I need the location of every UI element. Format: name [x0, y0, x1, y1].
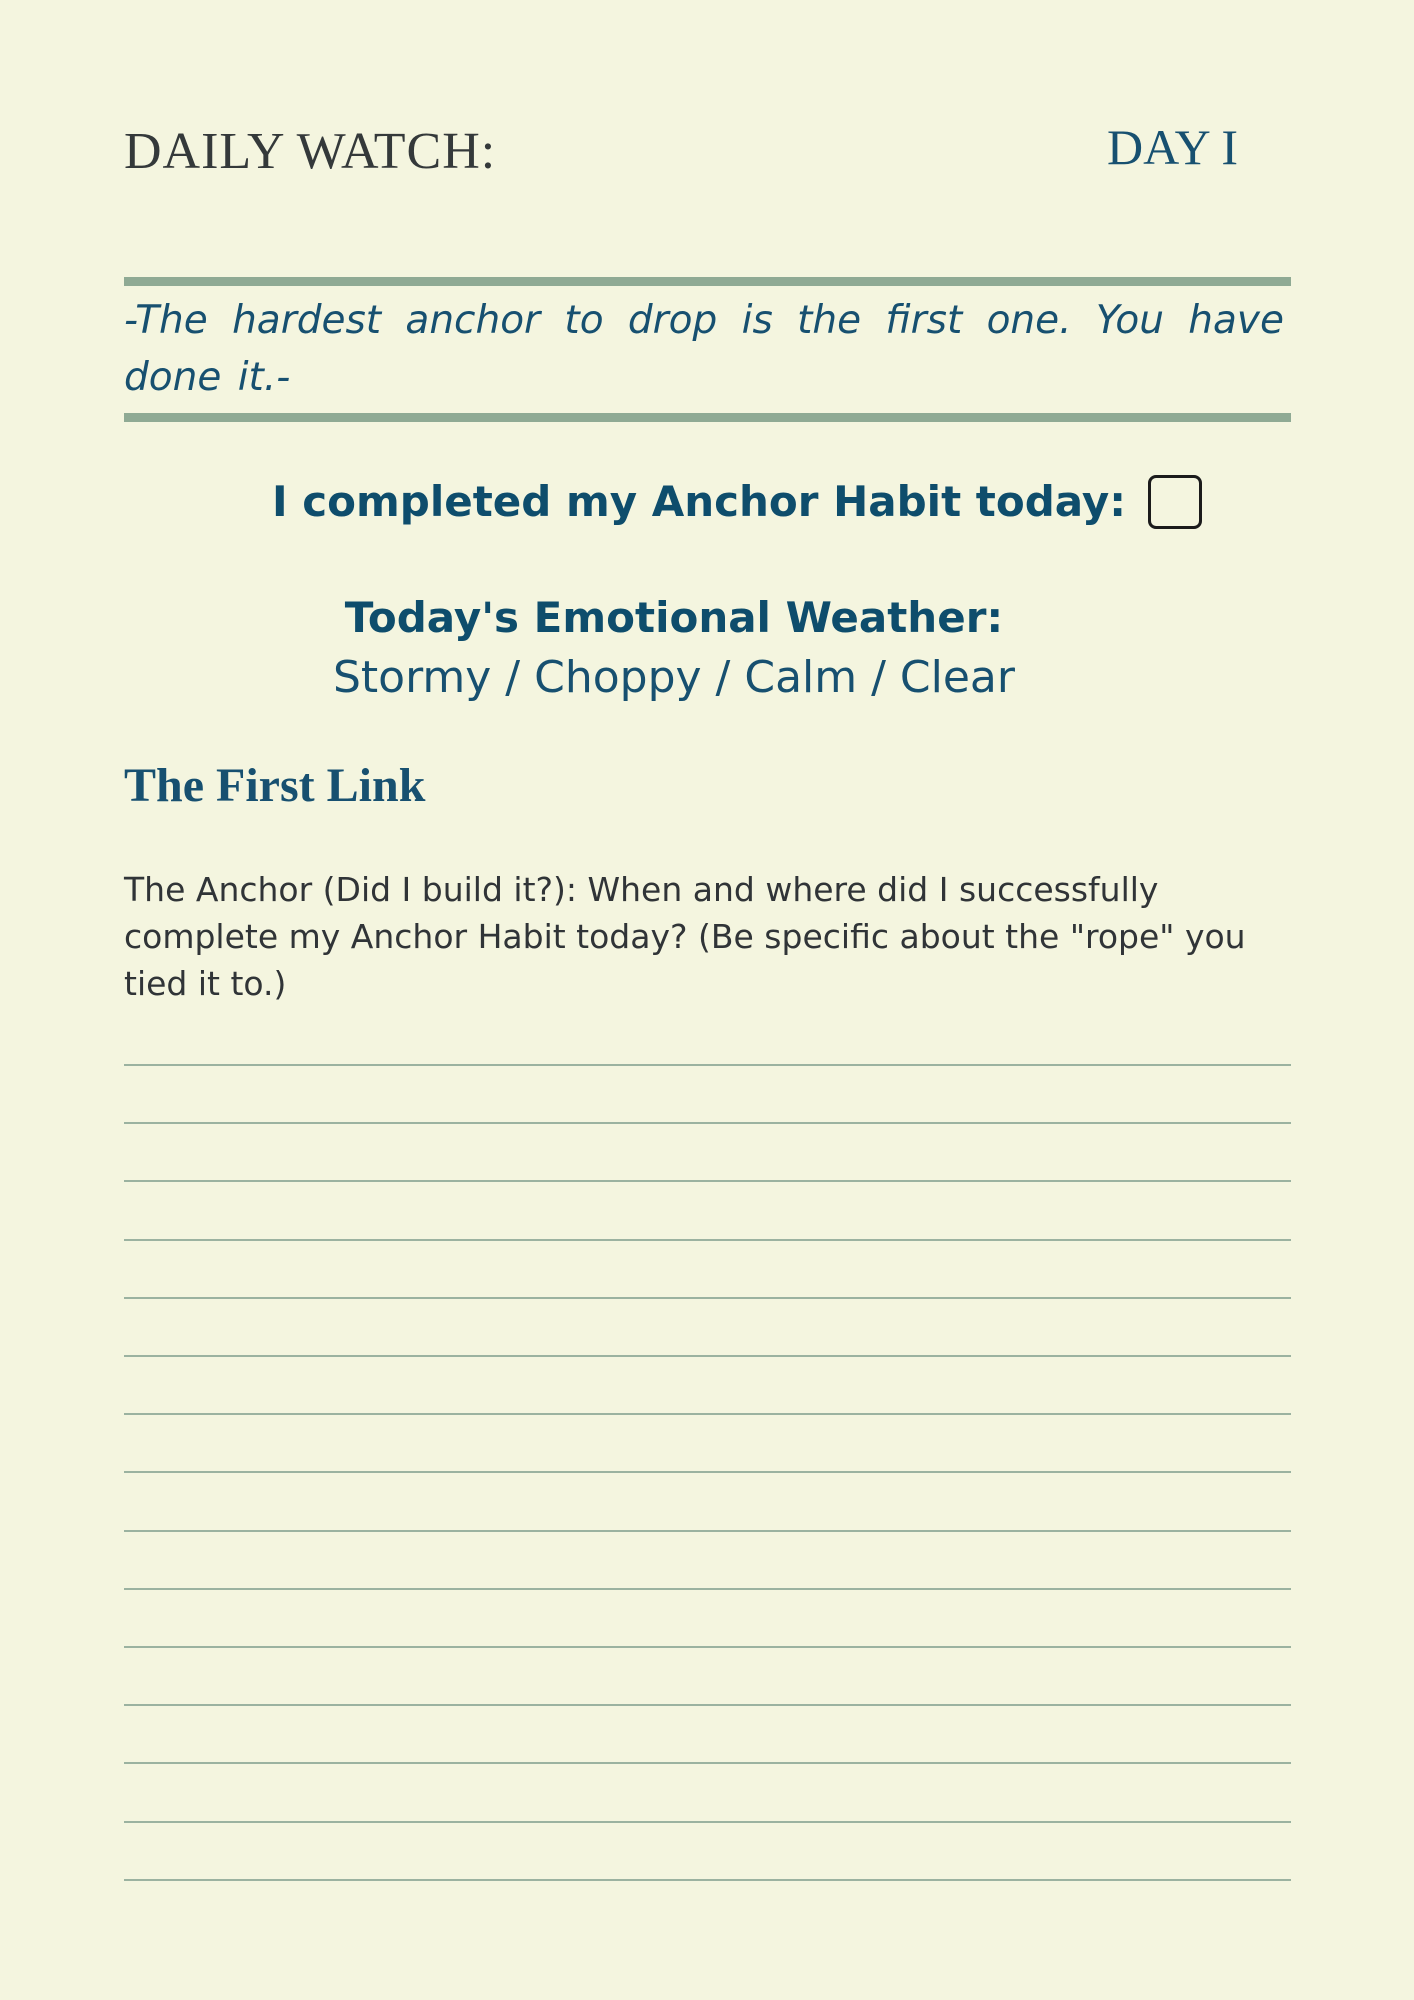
writing-line	[124, 1413, 1291, 1415]
writing-line	[124, 1530, 1291, 1532]
weather-label: Today's Emotional Weather:	[344, 593, 1004, 642]
writing-area[interactable]	[124, 0, 1291, 2000]
writing-line	[124, 1879, 1291, 1881]
journal-prompt: The Anchor (Did I build it?): When and where did I successfully complete my Anchor Habit today? (Be specific about the "rope" you tied it to.)	[124, 870, 1246, 1003]
writing-line	[124, 1646, 1291, 1648]
section-title: The First Link	[124, 759, 426, 812]
day-label: DAY I	[1107, 119, 1239, 175]
quote-text: -The hardest anchor to drop is the first one. You have done it.-	[124, 298, 1284, 400]
writing-line	[124, 1064, 1291, 1066]
writing-line	[124, 1588, 1291, 1590]
page-title: DAILY WATCH:	[124, 123, 497, 180]
writing-line	[124, 1239, 1291, 1241]
weather-options: Stormy / Choppy / Calm / Clear	[333, 652, 1015, 703]
writing-line	[124, 1704, 1291, 1706]
writing-line	[124, 1821, 1291, 1823]
writing-line	[124, 1297, 1291, 1299]
writing-line	[124, 1122, 1291, 1124]
writing-line	[124, 1471, 1291, 1473]
writing-line	[124, 1355, 1291, 1357]
writing-line	[124, 1180, 1291, 1182]
writing-line	[124, 1762, 1291, 1764]
habit-label: I completed my Anchor Habit today:	[272, 477, 1126, 526]
